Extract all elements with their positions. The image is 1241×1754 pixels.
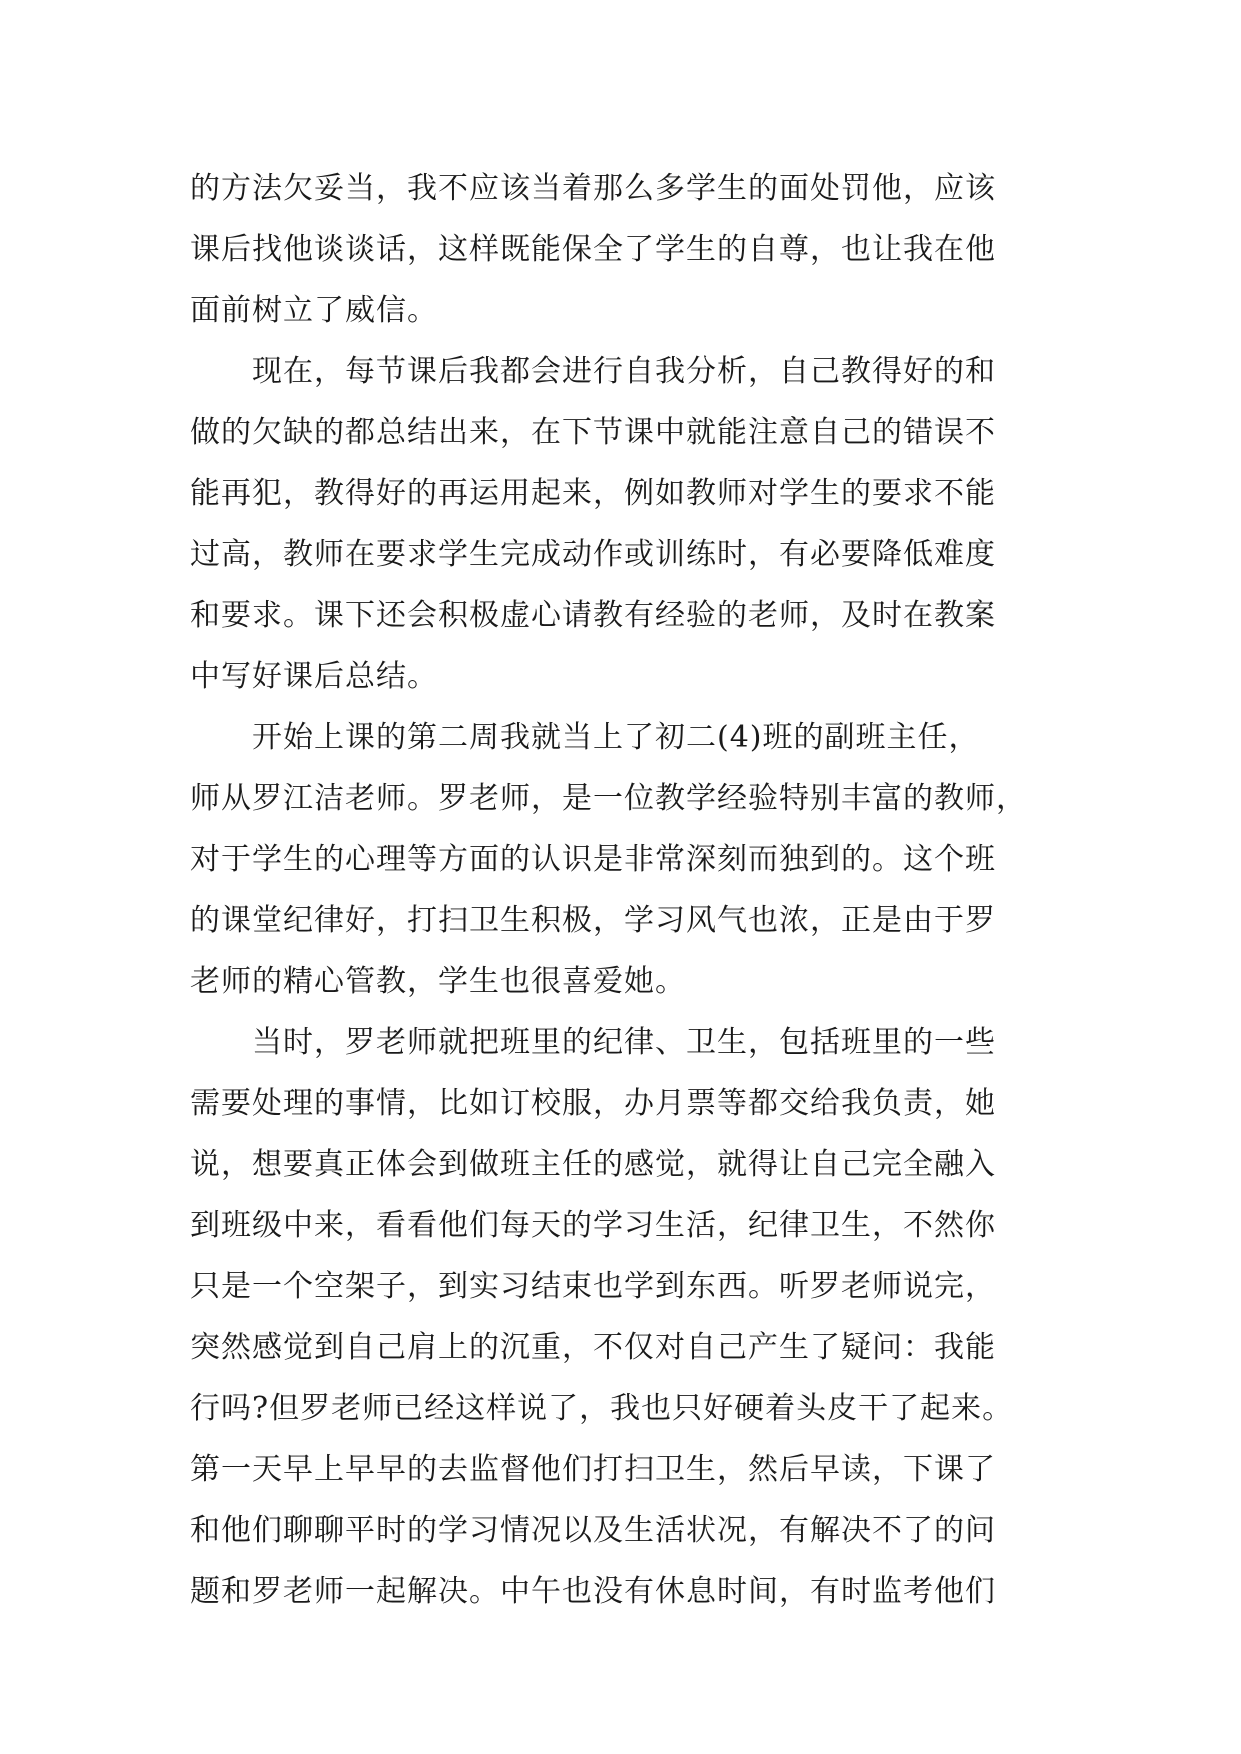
text-line: 第一天早上早早的去监督他们打扫卫生，然后早读，下课了	[190, 1452, 996, 1487]
text-line: 的方法欠妥当，我不应该当着那么多学生的面处罚他，应该	[190, 171, 996, 206]
text-line: 和要求。课下还会积极虚心请教有经验的老师，及时在教案	[190, 598, 996, 633]
document-body	[190, 158, 1060, 1622]
text-line: 和他们聊聊平时的学习情况以及生活状况，有解决不了的问	[190, 1513, 996, 1548]
text-line: 能再犯，教得好的再运用起来，例如教师对学生的要求不能	[190, 476, 996, 511]
text-line: 需要处理的事情，比如订校服，办月票等都交给我负责，她	[190, 1086, 996, 1121]
text-line: 现在，每节课后我都会进行自我分析，自己教得好的和	[190, 354, 996, 389]
text-line: 对于学生的心理等方面的认识是非常深刻而独到的。这个班	[190, 842, 996, 877]
text-line: 当时，罗老师就把班里的纪律、卫生，包括班里的一些	[190, 1025, 996, 1060]
text-line: 面前树立了威信。	[190, 293, 438, 328]
text-line: 突然感觉到自己肩上的沉重，不仅对自己产生了疑问：我能	[190, 1330, 996, 1365]
text-line: 课后找他谈谈话，这样既能保全了学生的自尊，也让我在他	[190, 232, 996, 267]
text-line: 中写好课后总结。	[190, 659, 438, 694]
text-line: 行吗?但罗老师已经这样说了，我也只好硬着头皮干了起来。	[190, 1391, 1014, 1426]
text-line: 题和罗老师一起解决。中午也没有休息时间，有时监考他们	[190, 1574, 996, 1609]
text-line: 做的欠缺的都总结出来，在下节课中就能注意自己的错误不	[190, 415, 996, 450]
text-line: 到班级中来，看看他们每天的学习生活，纪律卫生，不然你	[190, 1208, 996, 1243]
text-line: 开始上课的第二周我就当上了初二(4)班的副班主任，	[190, 720, 980, 755]
text-line: 过高，教师在要求学生完成动作或训练时，有必要降低难度	[190, 537, 996, 572]
text-line: 只是一个空架子，到实习结束也学到东西。听罗老师说完，	[190, 1269, 996, 1304]
text-line: 师从罗江洁老师。罗老师，是一位教学经验特别丰富的教师，	[190, 781, 1027, 816]
text-line: 说，想要真正体会到做班主任的感觉，就得让自己完全融入	[190, 1147, 996, 1182]
text-line: 老师的精心管教，学生也很喜爱她。	[190, 964, 686, 999]
text-line: 的课堂纪律好，打扫卫生积极，学习风气也浓，正是由于罗	[190, 903, 996, 938]
